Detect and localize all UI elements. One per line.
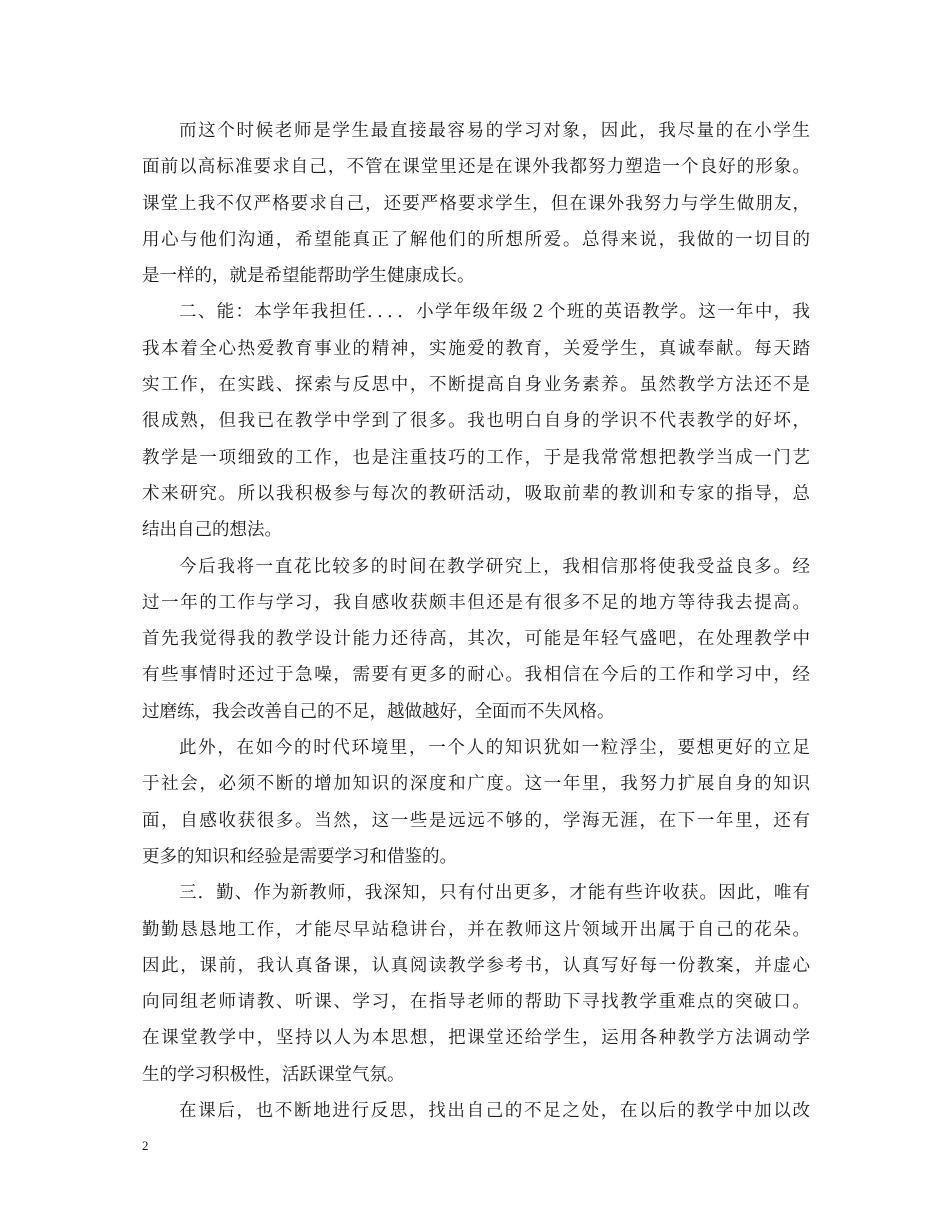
text-line: 面前以高标准要求自己，不管在课堂里还是在课外我都努力塑造一个良好的形象。 xyxy=(142,157,810,178)
paragraph-5 xyxy=(142,875,810,1093)
paragraph-3 xyxy=(142,549,810,730)
text-line: 术来研究。所以我积极参与每次的教研活动，吸取前辈的教训和专家的指导，总 xyxy=(142,483,810,504)
text-line: 生的学习积极性，活跃课堂气氛。 xyxy=(142,1064,405,1085)
paragraph-4 xyxy=(142,730,810,875)
text-line: 过磨练，我会改善自己的不足，越做越好，全面而不失风格。 xyxy=(142,701,615,722)
text-line: 有些事情时还过于急噪，需要有更多的耐心。我相信在今后的工作和学习中，经 xyxy=(142,665,810,686)
text-line: 实工作，在实践、探索与反思中，不断提高自身业务素养。虽然教学方法还不是 xyxy=(142,375,810,396)
text-line: 是一样的，就是希望能帮助学生健康成长。 xyxy=(142,266,475,287)
text-line: 课堂上我不仅严格要求自己，还要严格要求学生，但在课外我努力与学生做朋友， xyxy=(142,193,810,214)
text-line: 结出自己的想法。 xyxy=(142,520,282,541)
text-line: 首先我觉得我的教学设计能力还待高，其次，可能是年轻气盛吧，在处理教学中 xyxy=(142,629,810,650)
body-text xyxy=(142,113,810,1129)
paragraph-6 xyxy=(142,1093,810,1129)
paragraph-1 xyxy=(142,113,810,294)
text-line: 三．勤、作为新教师，我深知，只有付出更多，才能有些许收获。因此，唯有 xyxy=(179,883,810,904)
text-line: 因此，课前，我认真备课，认真阅读教学参考书，认真写好每一份教案，并虚心 xyxy=(142,955,810,976)
text-line: 于社会，必须不断的增加知识的深度和广度。这一年里，我努力扩展自身的知识 xyxy=(142,774,810,795)
text-line: 我本着全心热爱教育事业的精神，实施爱的教育，关爱学生，真诚奉献。每天踏 xyxy=(142,338,810,359)
text-line: 更多的知识和经验是需要学习和借鉴的。 xyxy=(142,846,457,867)
text-line: 在课后，也不断地进行反思，找出自己的不足之处，在以后的教学中加以改 xyxy=(179,1101,810,1122)
text-line: 向同组老师请教、听课、学习，在指导老师的帮助下寻找教学重难点的突破口。 xyxy=(142,992,810,1013)
text-line: 在课堂教学中，坚持以人为本思想，把课堂还给学生，运用各种教学方法调动学 xyxy=(142,1028,810,1049)
text-line: 勤勤恳恳地工作，才能尽早站稳讲台，并在教师这片领域开出属于自己的花朵。 xyxy=(142,919,810,940)
text-line: 面，自感收获很多。当然，这一些是远远不够的，学海无涯，在下一年里，还有 xyxy=(142,810,810,831)
paragraph-2 xyxy=(142,294,810,548)
text-line: 用心与他们沟通，希望能真正了解他们的所想所爱。总得来说，我做的一切目的 xyxy=(142,229,810,250)
text-line: 教学是一项细致的工作，也是注重技巧的工作，于是我常常想把教学当成一门艺 xyxy=(142,447,810,468)
text-line: 而这个时候老师是学生最直接最容易的学习对象，因此，我尽量的在小学生 xyxy=(179,121,810,141)
text-line: 今后我将一直花比较多的时间在教学研究上，我相信那将使我受益良多。经 xyxy=(179,556,810,577)
text-line: 此外，在如今的时代环境里，一个人的知识犹如一粒浮尘，要想更好的立足 xyxy=(179,738,810,759)
text-line: 很成熟，但我已在教学中学到了很多。我也明白自身的学识不代表教学的好坏， xyxy=(142,411,810,432)
text-line: 二、能：本学年我担任．．．．小学年级年级２个班的英语教学。这一年中，我 xyxy=(179,302,810,323)
page-number: 2 xyxy=(142,1138,149,1153)
text-line: 过一年的工作与学习，我自感收获颇丰但还是有很多不足的地方等待我去提高。 xyxy=(142,592,810,613)
